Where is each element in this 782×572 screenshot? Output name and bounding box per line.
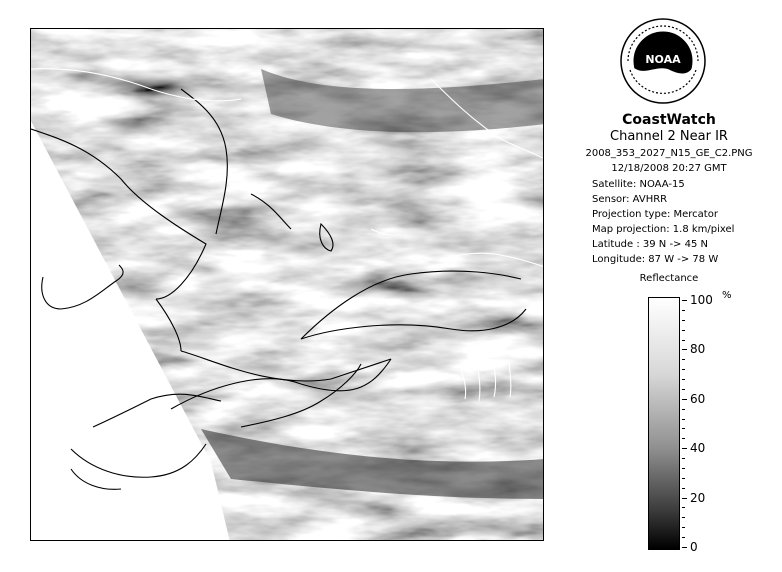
colorbar-tick bbox=[682, 547, 687, 548]
colorbar-minor-tick bbox=[682, 310, 685, 311]
acquisition-datetime: 12/18/2008 20:27 GMT bbox=[611, 163, 727, 174]
projection-type: Projection type: Mercator bbox=[592, 209, 718, 220]
colorbar-minor-tick bbox=[682, 409, 685, 410]
colorbar-minor-tick bbox=[682, 369, 685, 370]
colorbar-minor-tick bbox=[682, 537, 685, 538]
reflectance-colorbar bbox=[648, 297, 680, 550]
logo-text: NOAA bbox=[645, 53, 681, 66]
colorbar-tick-label: 40 bbox=[690, 441, 706, 456]
satellite-info: Satellite: NOAA-15 bbox=[592, 179, 685, 190]
colorbar-minor-tick bbox=[682, 419, 685, 420]
colorbar-minor-tick bbox=[682, 389, 685, 390]
colorbar-tick-label: 100 bbox=[690, 293, 713, 307]
colorbar-minor-tick bbox=[682, 517, 685, 518]
brand-title: CoastWatch bbox=[622, 112, 716, 128]
sensor-info: Sensor: AVHRR bbox=[592, 194, 668, 205]
colorbar-minor-tick bbox=[682, 428, 685, 429]
colorbar-minor-tick bbox=[682, 527, 685, 528]
colorbar-tick-label: 20 bbox=[690, 490, 706, 505]
colorbar-tick bbox=[682, 349, 687, 350]
longitude-range: Longitude: 87 W -> 78 W bbox=[592, 254, 719, 265]
colorbar-minor-tick bbox=[682, 478, 685, 479]
filename: 2008_353_2027_N15_GE_C2.PNG bbox=[585, 148, 753, 159]
colorbar-tick-label: 80 bbox=[690, 342, 706, 357]
channel-title: Channel 2 Near IR bbox=[610, 129, 728, 144]
satellite-image bbox=[31, 29, 544, 541]
latitude-range: Latitude : 39 N -> 45 N bbox=[592, 239, 708, 250]
colorbar-minor-tick bbox=[682, 359, 685, 360]
colorbar-tick bbox=[682, 448, 687, 449]
colorbar-minor-tick bbox=[682, 458, 685, 459]
colorbar-title: Reflectance bbox=[639, 273, 699, 284]
colorbar-minor-tick bbox=[682, 488, 685, 489]
colorbar-tick-label: 60 bbox=[690, 391, 706, 406]
colorbar-minor-tick bbox=[682, 330, 685, 331]
colorbar-minor-tick bbox=[682, 468, 685, 469]
map-projection: Map projection: 1.8 km/pixel bbox=[592, 224, 735, 235]
colorbar-tick bbox=[682, 300, 687, 301]
satellite-image-panel bbox=[30, 28, 544, 541]
colorbar-tick-label: 0 bbox=[690, 540, 698, 554]
colorbar-minor-tick bbox=[682, 340, 685, 341]
colorbar-tick bbox=[682, 399, 687, 400]
colorbar-tick bbox=[682, 498, 687, 499]
colorbar-minor-tick bbox=[682, 438, 685, 439]
colorbar-minor-tick bbox=[682, 507, 685, 508]
colorbar-minor-tick bbox=[682, 320, 685, 321]
colorbar-unit: % bbox=[722, 290, 732, 301]
noaa-logo-icon bbox=[620, 18, 706, 104]
colorbar-minor-tick bbox=[682, 379, 685, 380]
